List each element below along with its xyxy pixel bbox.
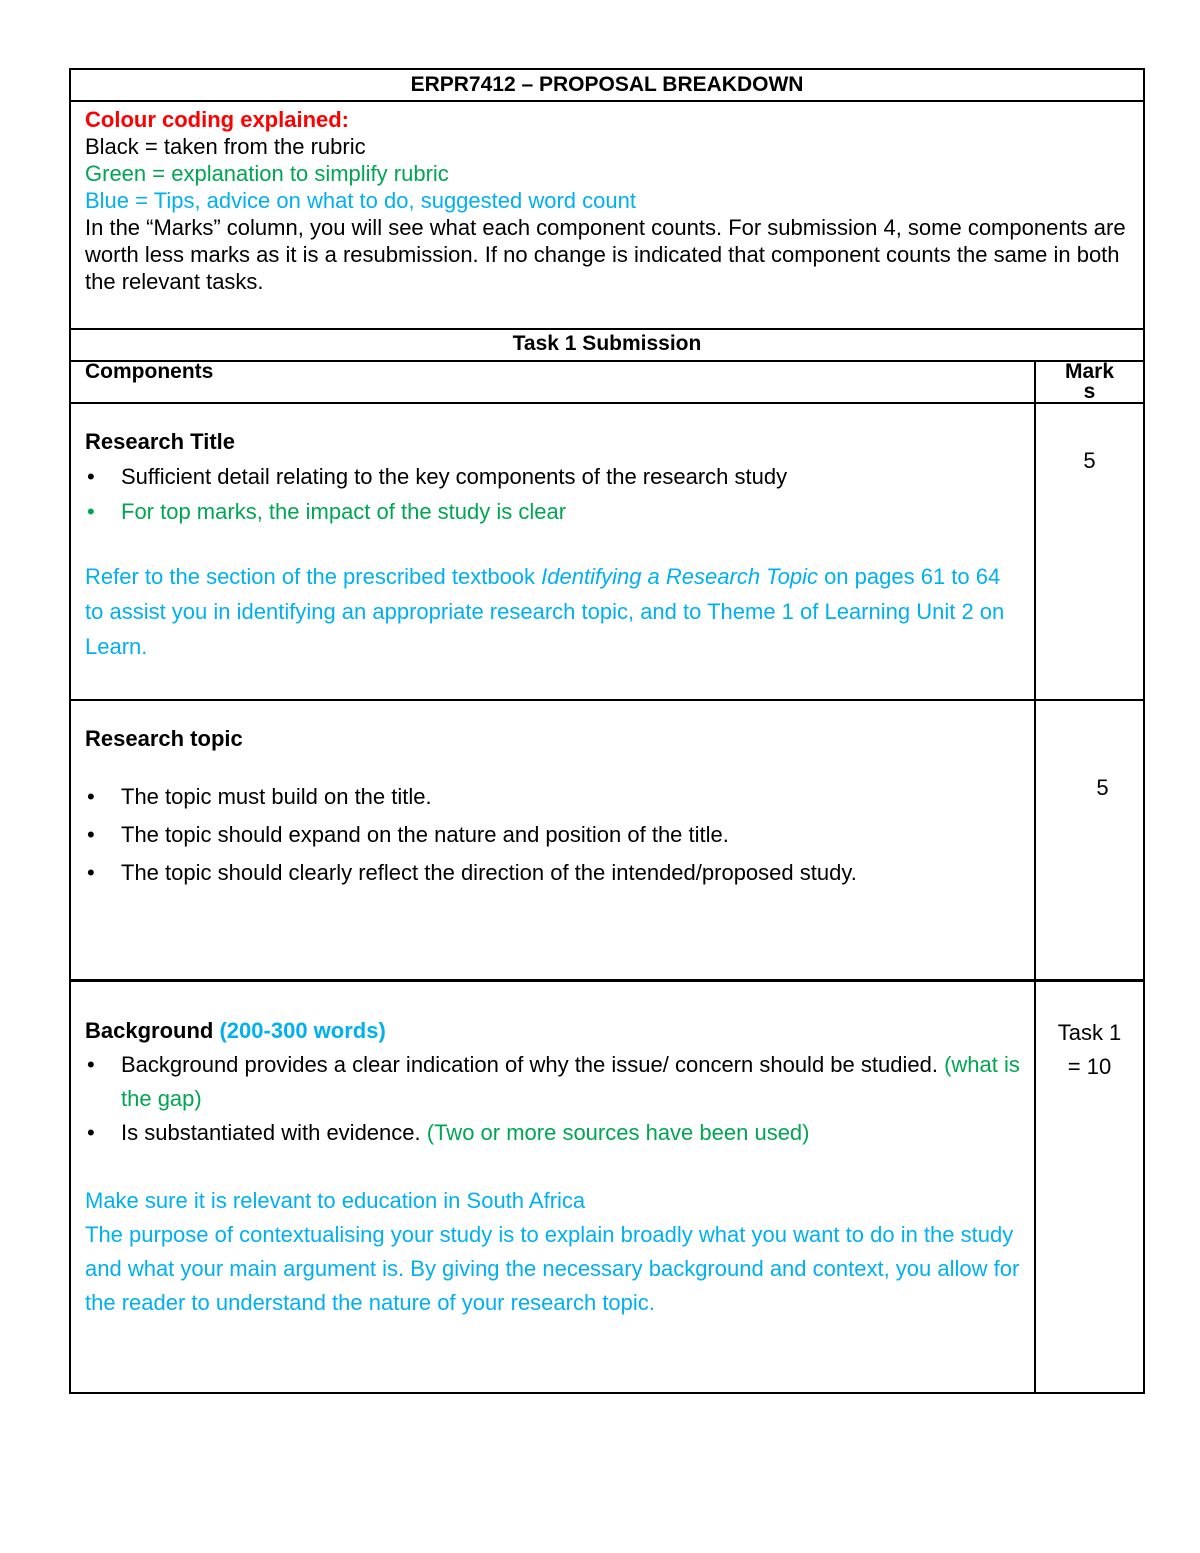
research-title-cell bbox=[70, 403, 1035, 700]
list-item: • The topic must build on the title. bbox=[85, 778, 1020, 816]
background-marks bbox=[1035, 981, 1144, 1394]
research-topic-heading: Research topic bbox=[85, 726, 243, 751]
document-title: ERPR7412 – PROPOSAL BREAKDOWN bbox=[70, 69, 1144, 101]
list-item: • Is substantiated with evidence. (Two or more sources have been used) bbox=[85, 1116, 1020, 1150]
legend-green: Green = explanation to simplify rubric bbox=[85, 161, 449, 186]
list-item: • Sufficient detail relating to the key components of the research study bbox=[85, 459, 1020, 494]
column-header-marks bbox=[1035, 361, 1144, 403]
research-title-bullets bbox=[85, 459, 1020, 529]
research-topic-bullets bbox=[85, 778, 1020, 892]
research-title-tip: Refer to the section of the prescribed textbook Identifying a Research Topic on pages 61 to 64 to assist you in identifying an appropriate research topic, and to Theme 1 of Learning Unit 2 on Learn. bbox=[85, 564, 1005, 659]
research-topic-marks: 5 bbox=[1035, 700, 1144, 981]
background-marks-line1: Task 1 bbox=[1057, 1020, 1122, 1045]
list-item: • Background provides a clear indication of why the issue/ concern should be studied. (what is the gap) bbox=[85, 1048, 1020, 1116]
background-tip-purpose: The purpose of contextualising your study is to explain broadly what you want to do in the study and what your main argument is. By giving the necessary background and context, you allow for the reader to understand the nature of your research topic. bbox=[85, 1222, 1020, 1315]
legend-note: In the “Marks” column, you will see what each component counts. For submission 4, some components are worth less marks as it is a resubmission. If no change is indicated that component counts the same in both the relevant tasks. bbox=[85, 215, 1126, 294]
background-tip-relevance: Make sure it is relevant to education in South Africa bbox=[85, 1188, 586, 1213]
research-title-marks: 5 bbox=[1035, 403, 1144, 700]
column-header-components: Components bbox=[70, 361, 1035, 403]
task-heading: Task 1 Submission bbox=[70, 329, 1144, 361]
research-topic-cell bbox=[70, 700, 1035, 981]
background-marks-line2: = 10 bbox=[1067, 1054, 1112, 1079]
research-title-heading: Research Title bbox=[85, 429, 236, 454]
marks-header-line2: s bbox=[1083, 380, 1096, 403]
background-bullets bbox=[85, 1048, 1020, 1150]
proposal-breakdown-table bbox=[69, 68, 1145, 1394]
legend-heading: Colour coding explained: bbox=[85, 107, 350, 132]
list-item: • The topic should clearly reflect the direction of the intended/proposed study. bbox=[85, 854, 1020, 892]
list-item: • The topic should expand on the nature and position of the title. bbox=[85, 816, 1020, 854]
legend-black: Black = taken from the rubric bbox=[85, 134, 366, 159]
background-cell bbox=[70, 981, 1035, 1394]
list-item: • For top marks, the impact of the study is clear bbox=[85, 494, 1020, 529]
background-heading-line bbox=[85, 1014, 1020, 1048]
marks-header-line1: Mark bbox=[1064, 360, 1115, 383]
background-word-count: (200-300 words) bbox=[219, 1018, 386, 1043]
legend-blue: Blue = Tips, advice on what to do, suggested word count bbox=[85, 188, 636, 213]
colour-legend bbox=[70, 101, 1144, 329]
background-heading: Background bbox=[85, 1018, 214, 1043]
